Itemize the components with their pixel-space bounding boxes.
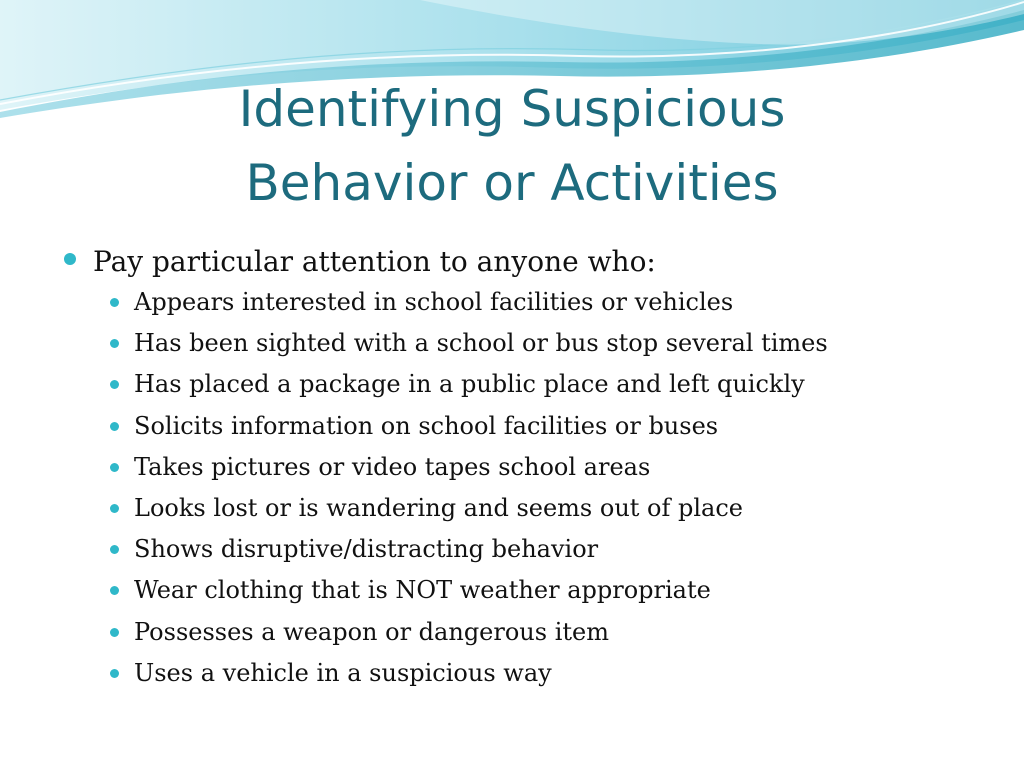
bullet-dot-icon [110,545,119,554]
list-item-text: Looks lost or is wandering and seems out of place [134,493,743,522]
bullet-dot-icon [110,669,119,678]
list-item-text: Has placed a package in a public place and left quickly [134,370,805,399]
title-line-2: Behavior or Activities [245,154,779,212]
list-item [60,282,1000,323]
bullet-dot-icon [110,463,119,472]
list-item [60,653,1000,694]
list-item [60,488,1000,529]
bullet-dot-icon [110,586,119,595]
title-line-1: Identifying Suspicious [238,80,786,138]
list-item [60,612,1000,653]
bullet-dot-icon [110,339,119,348]
bullet-dot-icon [110,628,119,637]
bullet-dot-icon [64,253,76,265]
list-item-text: Solicits information on school facilities or buses [134,411,719,440]
sub-bullet-list [60,282,1000,694]
list-item-text: Shows disruptive/distracting behavior [134,535,599,564]
list-item [60,323,1000,364]
bullet-dot-icon [110,422,119,431]
main-bullet-item [60,240,1000,284]
slide-title [0,72,1024,220]
bullet-dot-icon [110,380,119,389]
bullet-dot-icon [110,504,119,513]
list-item-text: Takes pictures or video tapes school areas [134,452,651,481]
list-item [60,570,1000,611]
main-bullet-text: Pay particular attention to anyone who: [93,245,656,278]
bullet-list [60,240,1000,694]
list-item-text: Appears interested in school facilities or vehicles [134,288,734,316]
list-item-text: Uses a vehicle in a suspicious way [134,658,552,687]
list-item [60,529,1000,570]
list-item-text: Possesses a weapon or dangerous item [134,617,609,646]
list-item [60,364,1000,405]
list-item-text: Has been sighted with a school or bus stop several times [134,329,828,358]
list-item-text: Wear clothing that is NOT weather appropriate [134,576,711,605]
list-item [60,447,1000,488]
bullet-dot-icon [110,298,119,307]
list-item [60,406,1000,447]
